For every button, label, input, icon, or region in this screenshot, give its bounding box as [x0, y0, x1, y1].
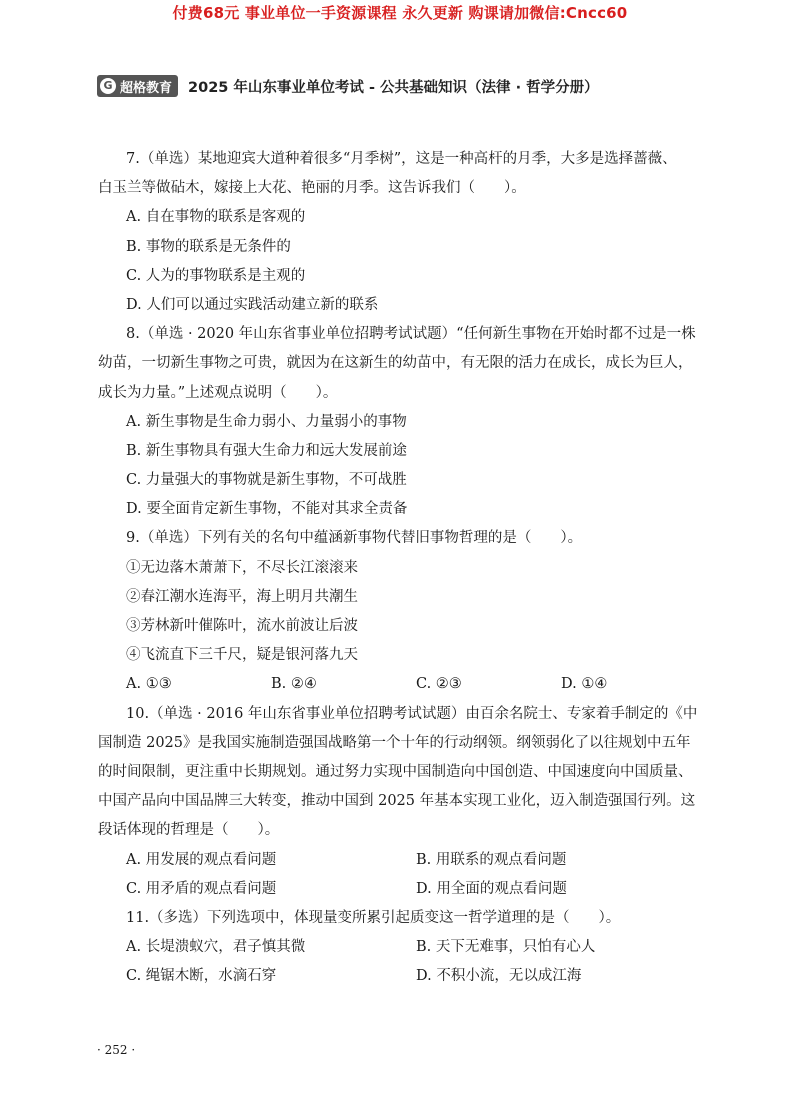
question-list: [98, 145, 706, 991]
question-7-option-d: D. 人们可以通过实践活动建立新的联系: [126, 296, 379, 313]
question-10-option-a: A. 用发展的观点看问题: [126, 851, 277, 868]
question-9-option-b: B. ②④: [271, 676, 317, 693]
question-11-options-row-2: [126, 962, 706, 991]
logo-text: 超格教育: [120, 80, 173, 96]
question-9-options: [126, 670, 706, 699]
publisher-logo: [97, 75, 178, 97]
question-10-option-d: D. 用全面的观点看问题: [416, 880, 567, 897]
question-8-option-d: D. 要全面肯定新生事物，不能对其求全责备: [126, 501, 408, 518]
question-9-stem: 9.（单选）下列有关的名句中蕴涵新事物代替旧事物哲理的是（ ）。: [126, 530, 583, 547]
question-8-option-a: A. 新生事物是生命力弱小、力量弱小的事物: [126, 413, 407, 430]
question-9-option-d: D. ①④: [561, 676, 608, 693]
question-8-option-c: C. 力量强大的事物就是新生事物，不可战胜: [126, 472, 407, 489]
book-title: 2025 年山东事业单位考试 - 公共基础知识（法律 · 哲学分册）: [188, 79, 599, 96]
question-9-item-2: ②春江潮水连海平，海上明月共潮生: [126, 588, 358, 605]
page-number: · 252 ·: [97, 1043, 136, 1057]
question-8-stem-line-1: 8.（单选 · 2020 年山东省事业单位招聘考试试题）“任何新生事物在开始时都不过是一株: [126, 326, 696, 343]
question-9-item-4: ④飞流直下三千尺，疑是银河落九天: [126, 647, 358, 664]
question-7-option-a: A. 自在事物的联系是客观的: [126, 209, 306, 226]
question-11-stem: 11.（多选）下列选项中，体现量变所累引起质变这一哲学道理的是（ ）。: [126, 909, 621, 926]
question-10-stem-line-2: 国制造 2025》是我国实施制造强国战略第一个十年的行动纲领。纲领弱化了以往规划中五年: [98, 734, 691, 751]
question-7-option-c: C. 人为的事物联系是主观的: [126, 267, 306, 284]
question-9-item-3: ③芳林新叶催陈叶，流水前波让后波: [126, 618, 358, 634]
question-7-stem-line-2: 白玉兰等做砧木，嫁接上大花、艳丽的月季。这告诉我们（ ）。: [98, 180, 526, 197]
question-7-stem-line-1: 7.（单选）某地迎宾大道种着很多“月季树”，这是一种高杆的月季，大多是选择蔷薇、: [126, 151, 677, 167]
question-11-option-c: C. 绳锯木断，水滴石穿: [126, 968, 277, 985]
question-8-stem-line-2: 幼苗，一切新生事物之可贵，就因为在这新生的幼苗中，有无限的活力在成长，成长为巨人，: [98, 355, 693, 372]
question-10-option-c: C. 用矛盾的观点看问题: [126, 880, 277, 897]
question-10-option-b: B. 用联系的观点看问题: [416, 851, 567, 868]
question-10-options-row-2: [126, 875, 706, 904]
question-10-stem-line-1: 10.（单选 · 2016 年山东省事业单位招聘考试试题）由百余名院士、专家着手制定的《中: [126, 705, 698, 722]
question-11-option-a: A. 长堤溃蚁穴，君子慎其微: [126, 939, 306, 956]
question-11-option-d: D. 不积小流，无以成江海: [416, 968, 582, 985]
question-11-options-row-1: [126, 933, 706, 962]
question-11-option-b: B. 天下无难事，只怕有心人: [416, 939, 596, 956]
question-8-option-b: B. 新生事物具有强大生命力和远大发展前途: [126, 442, 407, 459]
logo-icon: G: [100, 78, 116, 94]
question-10-stem-line-4: 中国产品向中国品牌三大转变，推动中国到 2025 年基本实现工业化，迈入制造强国行列。这: [98, 793, 696, 810]
question-8-stem-line-3: 成长为力量。”上述观点说明（ ）。: [98, 384, 338, 401]
question-9-option-a: A. ①③: [126, 676, 172, 693]
question-9-item-1: ①无边落木萧萧下，不尽长江滚滚来: [126, 559, 358, 576]
watermark-banner: 付费68元 事业单位一手资源课程 永久更新 购课请加微信:Cncc60: [172, 4, 628, 22]
question-10-stem-line-3: 的时间限制，更注重中长期规划。通过努力实现中国制造向中国创造、中国速度向中国质量、: [98, 763, 693, 780]
question-9-option-c: C. ②③: [416, 676, 462, 693]
question-10-stem-line-5: 段话体现的哲理是（ ）。: [98, 822, 280, 839]
page-header: [97, 74, 599, 98]
question-7-option-b: B. 事物的联系是无条件的: [126, 238, 291, 255]
question-10-options-row-1: [126, 846, 706, 875]
